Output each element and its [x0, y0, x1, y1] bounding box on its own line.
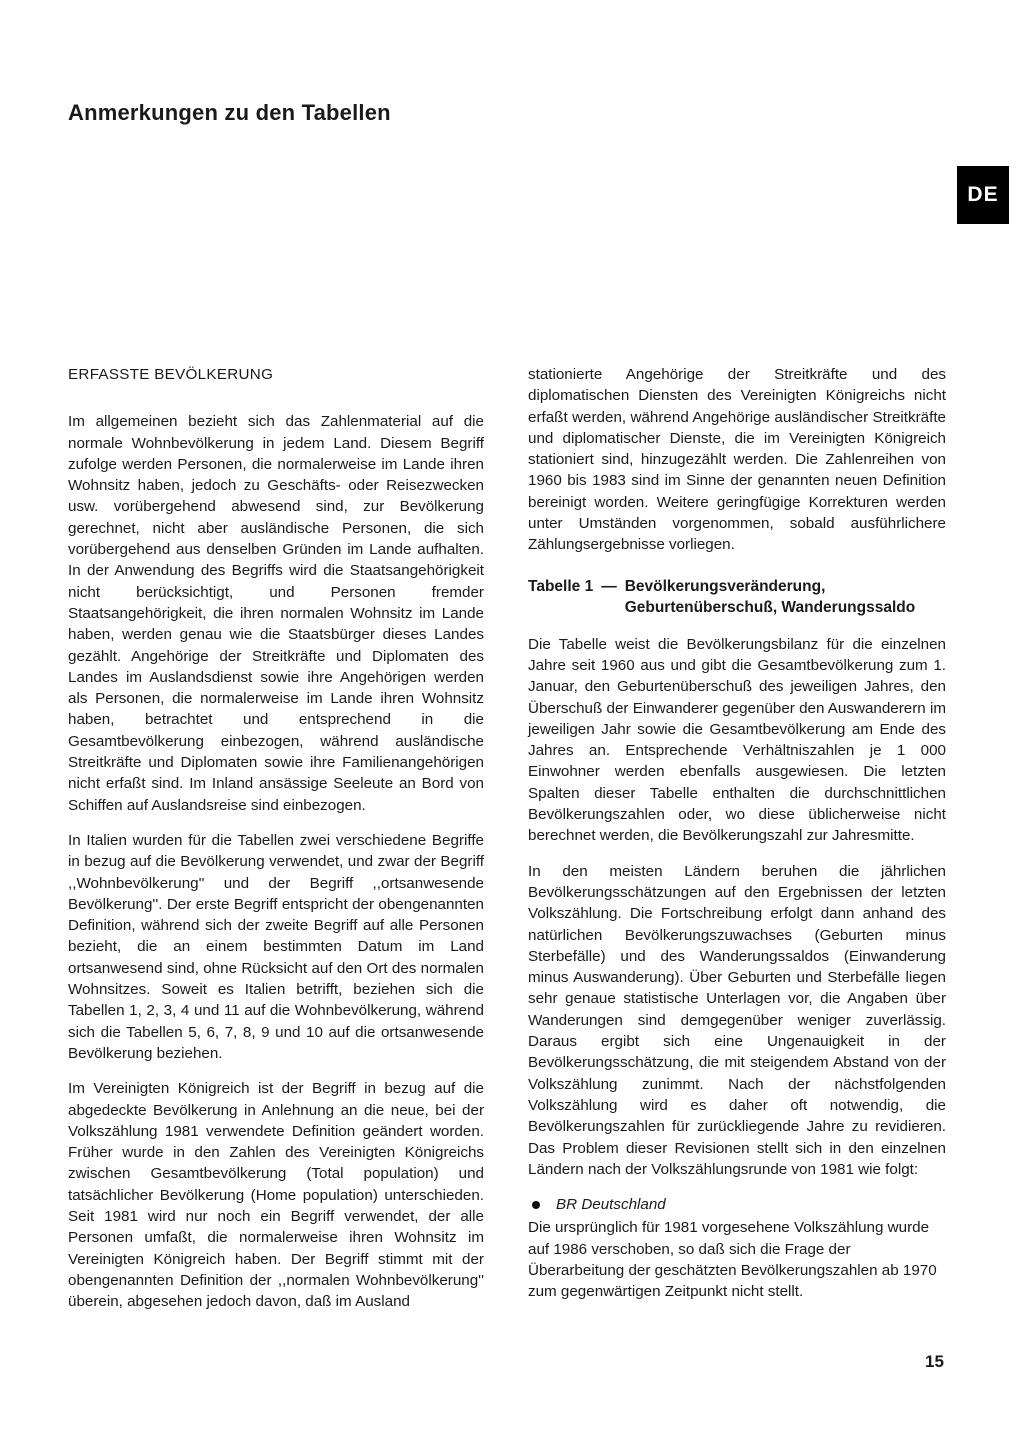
left-column [68, 364, 484, 1326]
table-heading-text: Bevölkerungsveränderung, Geburtenüberschuß, Wanderungssaldo [624, 577, 916, 616]
section-heading: ERFASSTE BEVÖLKERUNG [68, 366, 274, 383]
paragraph-italien: In Italien wurden für die Tabellen zwei verschiedene Begriffe in bezug auf die Bevölkerung verwendet, und zwar der Begriff ,,Wohnbevölkerung'' und der Begriff ,,ortsanwesende Bevölkerung''. Der erste Begriff entspricht der obengenannten Definition, während sich der zweite Begriff auf alle Personen bezieht, die an einem bestimmten Datum im Land ortsanwesend sind, ohne Rücksicht auf den Ort des normalen Wohnsitzes. Soweit es Italien betrifft, beziehen sich die Tabellen 1, 2, 3, 4 und 11 auf die Wohnbevölkerung, während sich die Tabellen 5, 6, 7, 8, 9 und 10 auf die ortsanwesende Bevölkerung beziehen. [68, 831, 484, 1062]
paragraph-continuation: stationierte Angehörige der Streitkräfte und des diplomatischen Diensten des Vereinigten Königreichs nicht erfaßt werden, während Angehörige ausländischer Streitkräfte und diplomatischer Dienste, die im Vereinigten Königreich stationiert sind, hinzugezählt werden. Die Zahlenreihen von 1960 bis 1983 sind im Sinne der genannten neuen Definition bereinigt worden. Weitere geringfügige Korrekturen werden unter Umständen vorgenommen, sobald ausführlichere Zählungsergebnisse vorliegen. [528, 366, 946, 554]
table-heading-label: Tabelle 1 [528, 577, 594, 595]
table-heading-dash: — [601, 577, 617, 595]
right-column [528, 364, 946, 1317]
language-tab: DE [957, 166, 1009, 224]
paragraph-br-deutschland: Die ursprünglich für 1981 vorgesehene Volkszählung wurde auf 1986 verschoben, so daß sich die Frage der Überarbeitung der geschätzten Bevölkerungszahlen ab 1970 zum gegenwärtigen Zeitpunkt nicht stellt. [528, 1219, 937, 1301]
paragraph-bevoelkerungsschaetzungen: In den meisten Ländern beruhen die jährlichen Bevölkerungsschätzungen auf den Ergebnissen der letzten Volkszählung. Die Fortschreibung erfolgt dann anhand des natürlichen Bevölkerungszuwachses (Geburten minus Sterbefälle) und des Wanderungssaldos (Einwanderung minus Auswanderung). Über Geburten und Sterbefälle liegen sehr genaue statistische Unterlagen vor, die Angaben über Wanderungen sind demgegenüber weniger zuverlässig. Daraus ergibt sich eine Ungenauigkeit in der Bevölkerungsschätzung, die mit steigendem Abstand von der Volkszählung zunimmt. Nach der nächstfolgenden Volkszählung wird es daher oft notwendig, die Bevölkerungszahlen für zurückliegende Jahre zu revidieren. Das Problem dieser Revisionen stellt sich in den einzelnen Ländern nach der Volkszählungsrunde von 1981 wie folgt: [528, 862, 946, 1178]
paragraph-erfasste-bevoelkerung: Im allgemeinen bezieht sich das Zahlenmaterial auf die normale Wohnbevölkerung in jedem Land. Diesem Begriff zufolge werden Personen, die normalerweise im Lande ihren Wohnsitz haben, jedoch zu Geschäfts- oder Reisezwecken usw. vorübergehend abwesend sind, zur Bevölkerung gerechnet, nicht aber ausländische Personen, die sich vorübergehend aus denselben Gründen im Lande aufhalten. In der Anwendung des Begriffs wird die Staatsangehörigkeit nicht berücksichtigt, und Personen fremder Staatsangehörigkeit, die ihren normalen Wohnsitz im Lande haben, werden genau wie die Staatsbürger dieses Landes gezählt. Angehörige der Streitkräfte und Diplomaten des Landes im Auslandsdienst sowie ihre Angehörigen werden als Personen, die normalerweise im Lande ihren Wohnsitz haben, betrachtet und entsprechend in die Gesamtbevölkerung einbezogen, während ausländische Streitkräfte und Diplomaten sowie ihre Familienangehörigen nicht erfaßt sind. Im Inland ansässige Seeleute an Bord von Schiffen auf Auslandsreise sind einbezogen. [68, 413, 484, 814]
table-1-heading [528, 576, 946, 618]
country-list-item [528, 1194, 946, 1215]
paragraph-tabelle-1: Die Tabelle weist die Bevölkerungsbilanz für die einzelnen Jahre seit 1960 aus und gibt die Gesamtbevölkerung zum 1. Januar, den Geburtenüberschuß des jeweiligen Jahres, den Überschuß der Einwanderer gegenüber den Auswanderern im jeweiligen Jahr sowie die Gesamtbevölkerung am Ende des Jahres an. Entsprechende Verhältniszahlen je 1 000 Einwohner werden ebenfalls ausgewiesen. Die letzten Spalten dieser Tabelle enthalten die durchschnittlichen Bevölkerungszahlen oder, wo diese üblicherweise nicht berechnet werden, die Bevölkerungszahl zur Jahresmitte. [528, 635, 946, 845]
page-title: Anmerkungen zu den Tabellen [68, 100, 391, 125]
bullet-icon [532, 1201, 540, 1209]
paragraph-vereinigtes-koenigreich: Im Vereinigten Königreich ist der Begriff in bezug auf die abgedeckte Bevölkerung in Anlehnung an die neue, bei der Volkszählung 1981 verwendete Definition geändert worden. Früher wurde in den Zahlen des Vereinigten Königreichs zwischen Gesamtbevölkerung (Total population) und tatsächlicher Bevölkerung (Home population) unterschieden. Seit 1981 wird nur noch ein Begriff verwendet, der alle Personen umfaßt, die normalerweise ihren Wohnsitz im Vereinigten Königreich haben. Der Begriff stimmt mit der obengenannten Definition der ,,normalen Wohnbevölkerung'' überein, abgesehen jedoch davon, daß im Ausland [68, 1080, 484, 1311]
country-name: BR Deutschland [556, 1196, 666, 1214]
page-number: 15 [925, 1352, 944, 1371]
